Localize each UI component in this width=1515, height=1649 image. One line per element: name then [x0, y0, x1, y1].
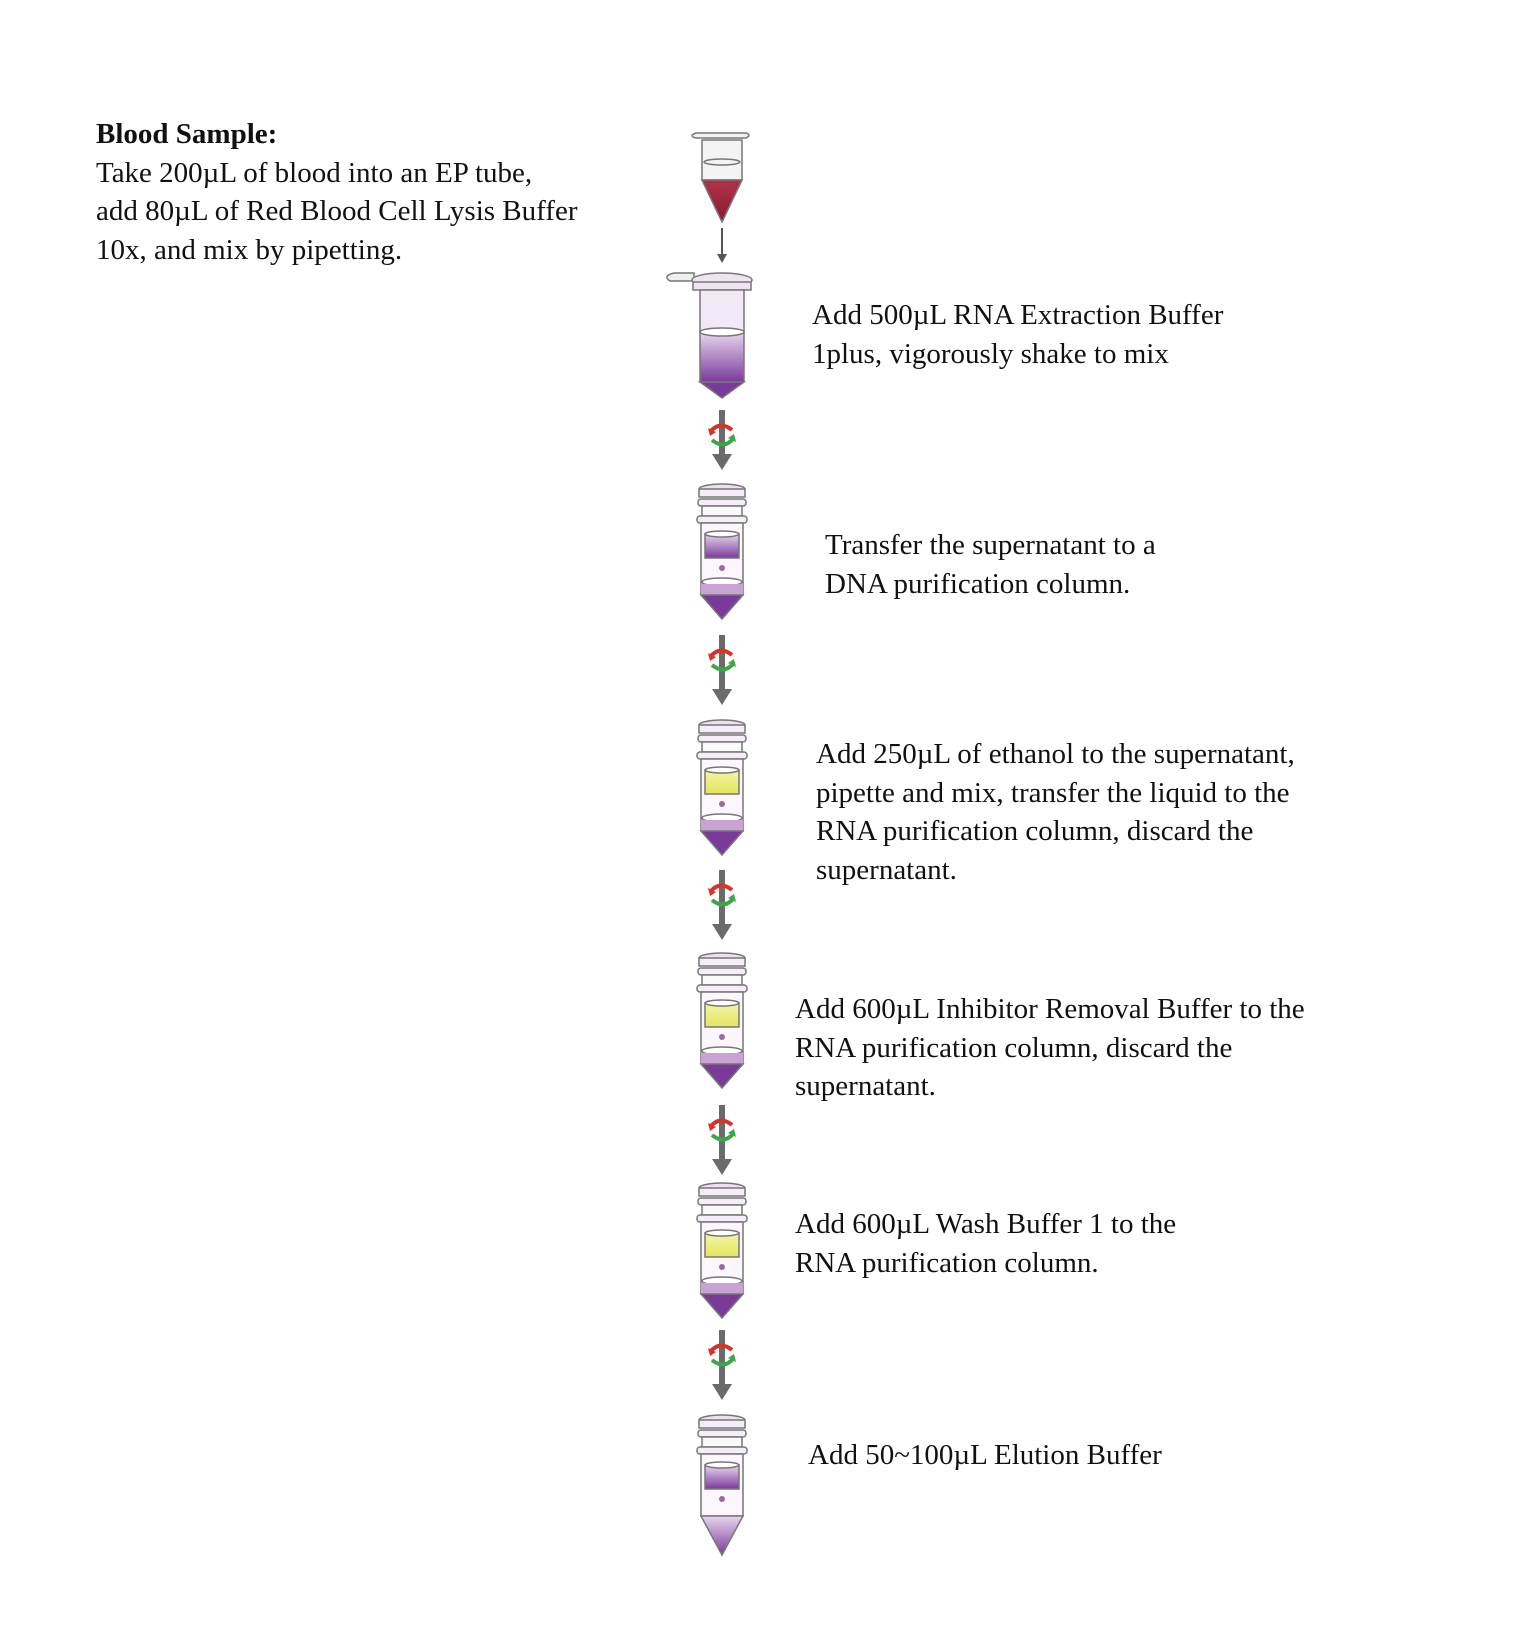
intro-line: 10x, and mix by pipetting. [96, 233, 403, 266]
centrifuge-arrow-icon [708, 870, 736, 940]
step-line: DNA purification column. [825, 567, 1131, 600]
arrow-down-icon [717, 228, 727, 263]
step-line: Add 250µL of ethanol to the supernatant, [816, 738, 1295, 770]
step-line: Add 600µL Inhibitor Removal Buffer to the [795, 993, 1305, 1025]
step-line: RNA purification column, discard the [795, 1031, 1233, 1064]
step-line: supernatant. [795, 1070, 936, 1102]
intro-line: Take 200µL of blood into an EP tube, [96, 156, 533, 189]
spin-column-icon [697, 484, 747, 619]
centrifuge-arrow-icon [708, 1330, 736, 1400]
step-line: RNA purification column. [795, 1246, 1099, 1279]
step-line: Transfer the supernatant to a [825, 529, 1156, 561]
intro-line: add 80µL of Red Blood Cell Lysis Buffer [96, 195, 578, 227]
centrifuge-arrow-icon [708, 635, 736, 705]
centrifuge-tube-icon [667, 273, 752, 398]
step-line: 1plus, vigorously shake to mix [812, 337, 1169, 370]
step-line: Add 500µL RNA Extraction Buffer [812, 299, 1224, 331]
intro-title: Blood Sample: [96, 118, 278, 150]
ep-tube-blood-icon [692, 133, 749, 222]
spin-column-icon [697, 953, 747, 1088]
step-line: RNA purification column, discard the [816, 815, 1254, 847]
step-line: pipette and mix, transfer the liquid to the [816, 776, 1290, 809]
centrifuge-arrow-icon [708, 410, 736, 470]
centrifuge-arrow-icon [708, 1105, 736, 1175]
step-line: Add 600µL Wash Buffer 1 to the [795, 1208, 1177, 1240]
collection-tube-icon [697, 1415, 747, 1555]
step-line: Add 50~100µL Elution Buffer [808, 1439, 1162, 1471]
step-line: supernatant. [816, 853, 957, 886]
spin-column-icon [697, 720, 747, 855]
spin-column-icon [697, 1183, 747, 1318]
